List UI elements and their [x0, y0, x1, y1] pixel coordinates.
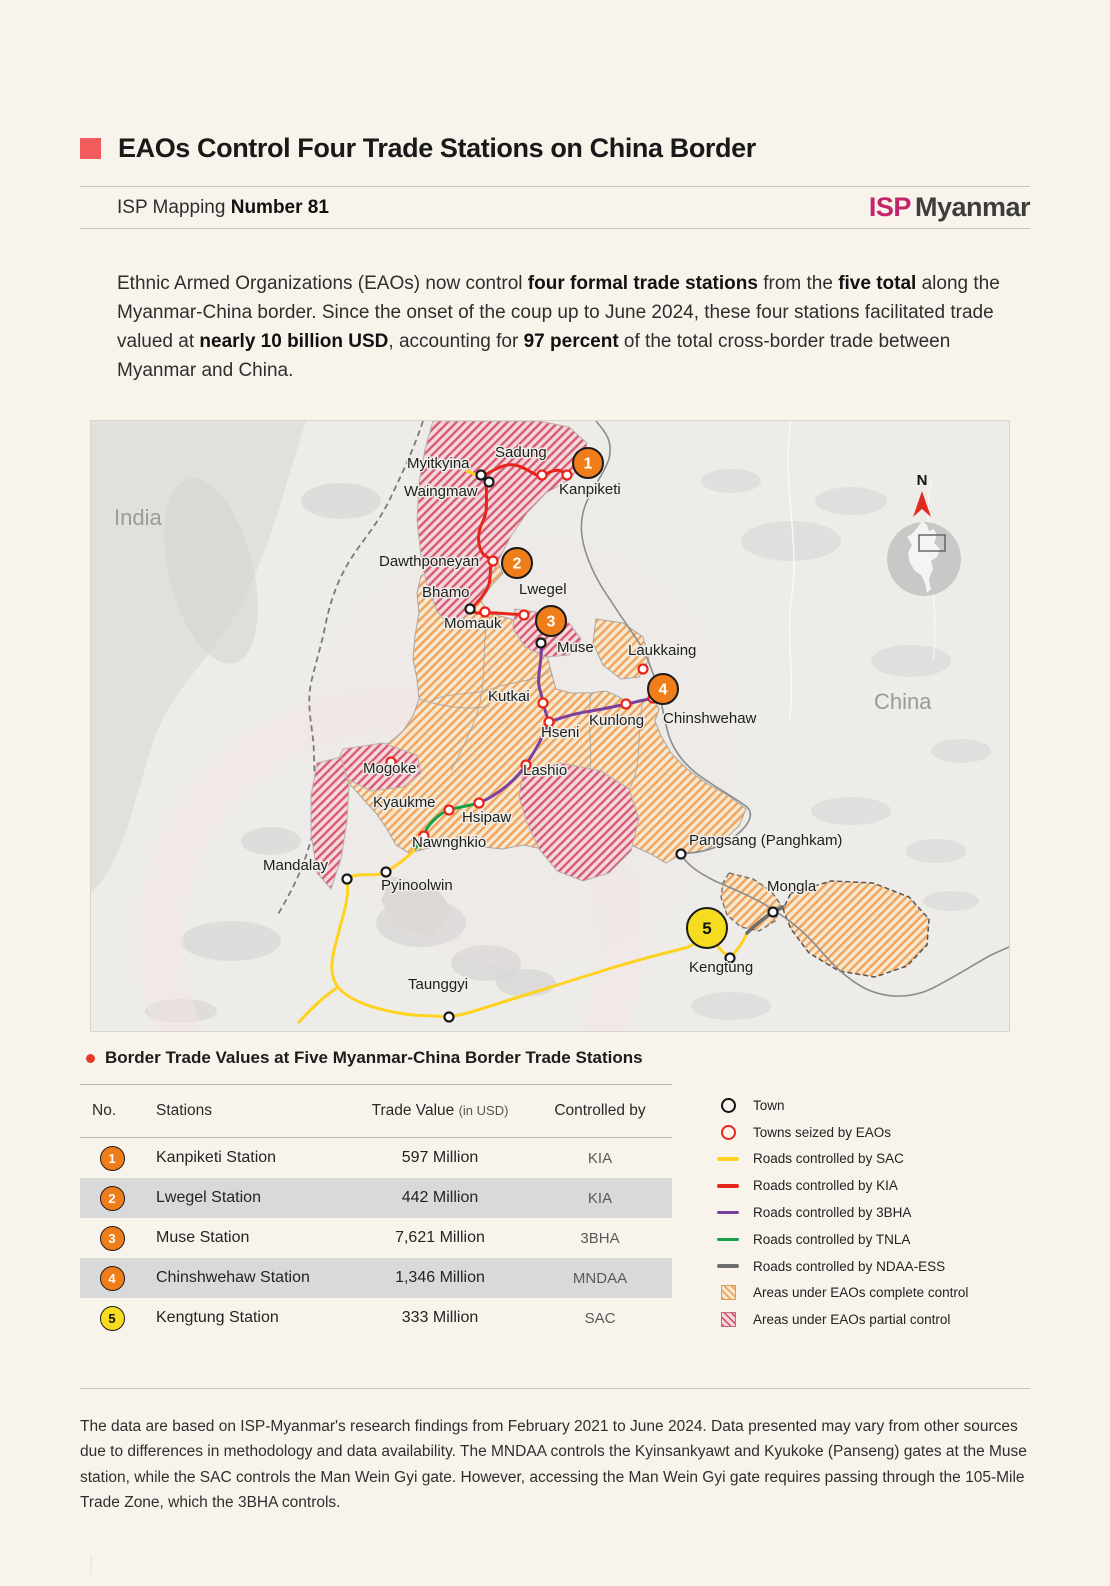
col-header-trade-value-text: Trade Value	[371, 1102, 455, 1119]
station-name: Chinshwehaw Station	[156, 1269, 310, 1286]
station-number-4: 4	[658, 681, 668, 699]
legend-label: Roads controlled by NDAA-ESS	[753, 1258, 946, 1274]
intro-text: along the Myanmar-China border. Since the onset of the coup up to June 2024, these four stations facilitated trade valued at	[117, 273, 1000, 352]
map-label-taunggyi: Taunggyi	[408, 976, 469, 993]
mapping-number-bold: Number 81	[230, 196, 329, 218]
region-label-india: India	[114, 505, 162, 530]
map-label-nawnghkio: Nawnghkio	[412, 834, 487, 851]
station-number-1: 1	[583, 455, 593, 473]
town-dot	[382, 868, 391, 877]
legend-label: Roads controlled by TNLA	[753, 1231, 911, 1247]
legend-label: Town	[753, 1097, 785, 1113]
col-header-stations: Stations	[156, 1102, 213, 1119]
town-dot	[769, 908, 778, 917]
orange-hatch-swatch-icon	[716, 1285, 740, 1300]
legend-label: Areas under EAOs partial control	[753, 1312, 951, 1328]
station-name: Kanpiketi Station	[156, 1149, 277, 1166]
station-name: Kengtung Station	[156, 1309, 279, 1326]
footer-divider	[80, 1388, 1030, 1389]
station-number-3: 3	[546, 613, 556, 631]
map-label-lwegel: Lwegel	[519, 581, 567, 598]
trade-value: 1,346 Million	[395, 1269, 485, 1286]
map-label-waingmaw: Waingmaw	[404, 483, 478, 500]
legend-label: Towns seized by EAOs	[753, 1124, 892, 1140]
intro-bold: 97 percent	[523, 331, 619, 352]
map-label-laukkaing: Laukkaing	[628, 642, 697, 659]
table-row	[80, 1298, 672, 1338]
seized-town-circle-icon	[716, 1125, 740, 1140]
ndaa-ess-road-line-icon	[716, 1264, 740, 1268]
col-header-trade-value-unit: (in USD)	[458, 1103, 509, 1118]
table-row	[80, 1138, 672, 1178]
intro-text: , accounting for	[388, 331, 524, 352]
seized-town-dot	[539, 699, 548, 708]
station-number-5: 5	[702, 919, 712, 938]
intro-text: Ethnic Armed Organizations (EAOs) now control	[117, 273, 528, 294]
map-label-lashio: Lashio	[523, 762, 568, 779]
page-title: EAOs Control Four Trade Stations on China Border	[118, 133, 756, 163]
town-dot	[677, 850, 686, 859]
map-label-hsipaw: Hsipaw	[462, 809, 512, 826]
pink-hatch-swatch-icon	[716, 1312, 740, 1327]
bottom-page-tick	[90, 1556, 92, 1574]
intro-text: of the total cross-border trade between Myanmar and China.	[117, 331, 951, 381]
col-header-trade-value	[352, 1102, 528, 1120]
mapping-number-prefix: ISP Mapping	[117, 196, 231, 218]
station-name: Lwegel Station	[156, 1189, 261, 1206]
legend-item-complete-control	[716, 1280, 1036, 1307]
map-label-dawthponeyan: Dawthponeyan	[379, 553, 480, 570]
legend-item-town	[716, 1092, 1036, 1119]
table-title-text: Border Trade Values at Five Myanmar-China Border Trade Stations	[105, 1048, 643, 1067]
town-dot	[477, 471, 486, 480]
map-label-kyaukme: Kyaukme	[373, 794, 436, 811]
map-label-mogoke: Mogoke	[363, 760, 417, 777]
controlled-by: SAC	[584, 1309, 616, 1327]
legend-item-partial-control	[716, 1306, 1036, 1333]
controlled-by: 3BHA	[580, 1229, 620, 1247]
seized-town-dot	[538, 471, 547, 480]
footer-note: The data are based on ISP-Myanmar's research findings from February 2021 to June 2024. Data presented may vary from other sources due to differences in methodology and data availability. The MNDAA controls the Kyinsankyawt and Kyukoke (Panseng) gates at the Muse station, while the SAC controls the Man Wein Gyi gate. However, accessing the Man Wein Gyi gate requires passing through the 105-Mile Trade Zone, which the 3BHA controls.	[80, 1417, 1027, 1511]
legend-item-road-sac	[716, 1146, 1036, 1173]
map-label-pangsang: Pangsang (Panghkam)	[689, 832, 843, 849]
table-header-row	[80, 1084, 672, 1138]
3bha-road-line-icon	[716, 1211, 740, 1215]
col-header-no: No.	[92, 1102, 117, 1119]
controlled-by: KIA	[587, 1149, 613, 1167]
seized-town-dot	[445, 806, 454, 815]
row-badge-2: 2	[100, 1186, 125, 1211]
sac-road-line-icon	[716, 1157, 740, 1161]
town-dot	[466, 605, 475, 614]
legend-item-road-3bha	[716, 1199, 1036, 1226]
town-dot	[537, 639, 546, 648]
map-label-hseni: Hseni	[541, 724, 580, 741]
table-row	[80, 1178, 672, 1218]
seized-town-dot	[475, 799, 484, 808]
intro-bold: nearly 10 billion USD	[199, 331, 389, 352]
map-label-momauk: Momauk	[444, 615, 502, 632]
logo-isp-text: ISP	[868, 192, 911, 222]
map-label-bhamo: Bhamo	[422, 584, 470, 601]
kia-road-line-icon	[716, 1184, 740, 1188]
trade-value: 597 Million	[401, 1149, 479, 1166]
trade-table	[80, 1084, 672, 1338]
station-name: Muse Station	[156, 1229, 250, 1246]
subheader-bar	[80, 186, 1030, 229]
trade-value: 7,621 Million	[395, 1229, 485, 1246]
legend-label: Areas under EAOs complete control	[753, 1285, 969, 1301]
legend-item-seized-town	[716, 1119, 1036, 1146]
tnla-road-line-icon	[716, 1238, 740, 1242]
map-panel	[90, 420, 1010, 1032]
mapping-number	[117, 197, 329, 219]
town-dot	[485, 478, 494, 487]
station-number-2: 2	[512, 555, 522, 573]
seized-town-dot	[489, 557, 498, 566]
map-label-kutkai: Kutkai	[488, 688, 530, 705]
controlled-by: KIA	[587, 1189, 613, 1207]
map-label-mongla: Mongla	[767, 878, 817, 895]
station-marker-5	[687, 908, 727, 948]
map-label-pyinoolwin: Pyinoolwin	[381, 877, 453, 894]
legend-item-road-tnla	[716, 1226, 1036, 1253]
map-label-myitkyina: Myitkyina	[407, 455, 470, 472]
title-bullet-square	[80, 138, 101, 159]
station-marker-1	[573, 448, 603, 478]
map-label-kengtung: Kengtung	[689, 959, 754, 976]
map-label-mandalay: Mandalay	[263, 857, 329, 874]
region-label-china: China	[874, 689, 932, 714]
station-marker-3	[536, 606, 566, 636]
trade-value: 333 Million	[401, 1309, 479, 1326]
seized-town-dot	[639, 665, 648, 674]
table-row	[80, 1258, 672, 1298]
col-header-controlled-by: Controlled by	[554, 1102, 646, 1119]
table-title	[86, 1048, 643, 1068]
seized-town-dot	[563, 471, 572, 480]
map-legend	[716, 1092, 1036, 1333]
intro-paragraph	[117, 269, 1017, 385]
town-dot	[343, 875, 352, 884]
map-label-kanpiketi: Kanpiketi	[559, 481, 621, 498]
intro-bold: five total	[838, 273, 917, 294]
controlled-by: MNDAA	[572, 1269, 628, 1287]
red-dot-icon	[86, 1054, 95, 1063]
legend-item-road-kia	[716, 1172, 1036, 1199]
map-label-muse: Muse	[557, 639, 594, 656]
legend-label: Roads controlled by SAC	[753, 1151, 904, 1167]
logo-myanmar-text: Myanmar	[914, 192, 1030, 222]
map-label-sadung: Sadung	[495, 444, 547, 461]
map-label-chinshwehaw: Chinshwehaw	[663, 710, 757, 727]
trade-value: 442 Million	[401, 1189, 479, 1206]
page-header	[80, 133, 756, 164]
legend-item-road-ndaa-ess	[716, 1253, 1036, 1280]
town-dot	[445, 1013, 454, 1022]
row-badge-4: 4	[100, 1266, 125, 1291]
compass-n-label: N	[916, 472, 928, 489]
seized-town-dot	[622, 700, 631, 709]
map-label-kunlong: Kunlong	[589, 712, 645, 729]
legend-label: Roads controlled by KIA	[753, 1178, 898, 1194]
row-badge-5: 5	[100, 1306, 125, 1331]
station-marker-2	[502, 548, 532, 578]
table-row	[80, 1218, 672, 1258]
isp-myanmar-logo	[869, 192, 1030, 223]
row-badge-3: 3	[100, 1226, 125, 1251]
town-circle-icon	[716, 1098, 740, 1113]
intro-text: from the	[757, 273, 839, 294]
station-marker-4	[648, 674, 678, 704]
legend-label: Roads controlled by 3BHA	[753, 1205, 912, 1221]
row-badge-1: 1	[100, 1146, 125, 1171]
seized-town-dot	[520, 611, 529, 620]
map-svg	[91, 421, 1009, 1031]
intro-bold: four formal trade stations	[527, 273, 758, 294]
